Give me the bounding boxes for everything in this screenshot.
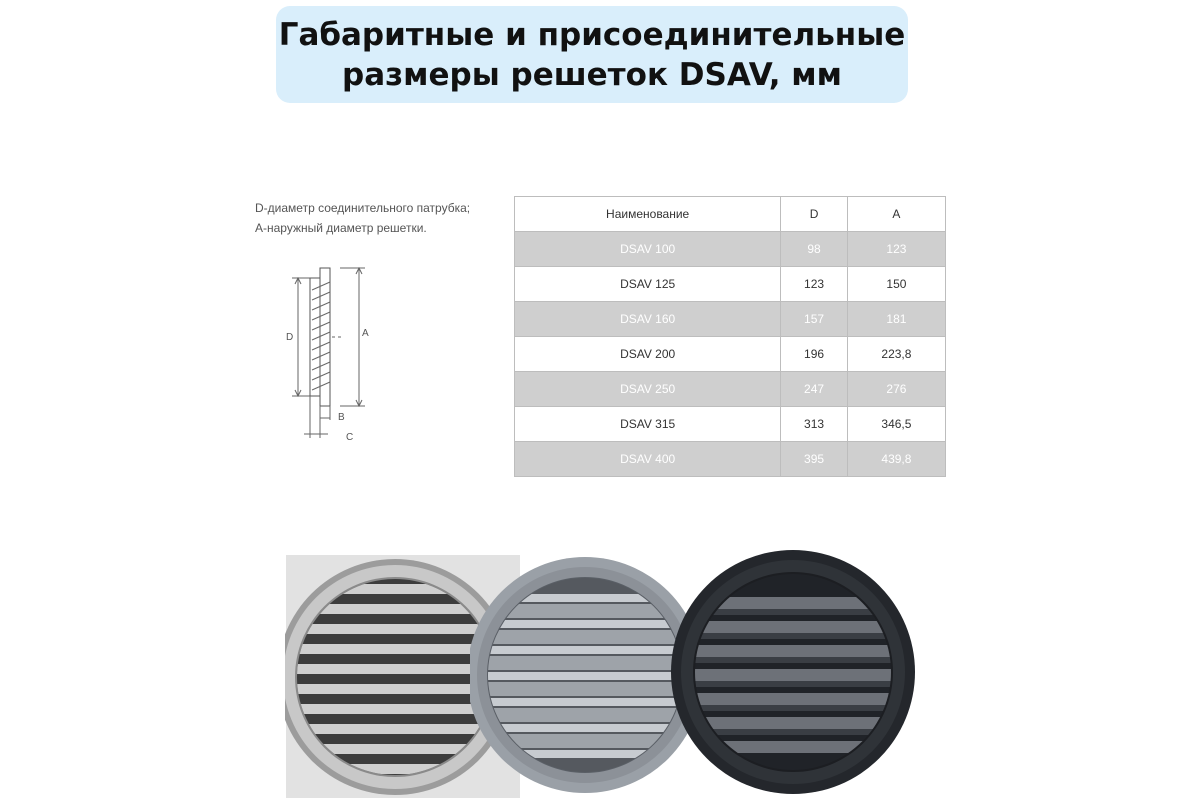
- cell-a: 276: [847, 372, 945, 407]
- diagram-label-d: D: [286, 332, 294, 343]
- cell-name: DSAV 200: [515, 337, 781, 372]
- cell-name: DSAV 315: [515, 407, 781, 442]
- title-line-1: Габаритные и присоединительные: [278, 16, 906, 53]
- dimension-legend: [255, 198, 470, 238]
- cell-name: DSAV 100: [515, 232, 781, 267]
- legend-line-d: D-диаметр соединительного патрубка;: [255, 201, 471, 215]
- silver-grille-image: [285, 552, 500, 797]
- table-row: [515, 267, 946, 302]
- diagram-label-a: A: [362, 328, 369, 339]
- table-row: [515, 232, 946, 267]
- grille-cross-section-diagram: [270, 260, 390, 450]
- title-line-2: размеры решеток DSAV, мм: [342, 56, 842, 93]
- cell-a: 181: [847, 302, 945, 337]
- cell-a: 439,8: [847, 442, 945, 477]
- cell-name: DSAV 160: [515, 302, 781, 337]
- table-row: [515, 372, 946, 407]
- cell-name: DSAV 250: [515, 372, 781, 407]
- cell-d: 157: [781, 302, 848, 337]
- cell-a: 123: [847, 232, 945, 267]
- title-banner: [276, 6, 908, 103]
- grey-grille-image: [470, 550, 700, 800]
- diagram-label-c: C: [346, 432, 354, 443]
- cell-a: 223,8: [847, 337, 945, 372]
- dark-grille-image: [668, 545, 918, 800]
- header-d: D: [781, 197, 848, 232]
- cell-name: DSAV 400: [515, 442, 781, 477]
- cell-d: 196: [781, 337, 848, 372]
- cell-d: 98: [781, 232, 848, 267]
- cell-d: 123: [781, 267, 848, 302]
- header-name: Наименование: [515, 197, 781, 232]
- cell-name: DSAV 125: [515, 267, 781, 302]
- table-row: [515, 442, 946, 477]
- cell-a: 346,5: [847, 407, 945, 442]
- cell-d: 313: [781, 407, 848, 442]
- table-row: [515, 407, 946, 442]
- table-header-row: [515, 197, 946, 232]
- cell-d: 247: [781, 372, 848, 407]
- diagram-label-b: B: [338, 412, 345, 423]
- cell-d: 395: [781, 442, 848, 477]
- table-row: [515, 337, 946, 372]
- header-a: A: [847, 197, 945, 232]
- dimensions-table: [514, 196, 946, 477]
- table-row: [515, 302, 946, 337]
- cell-a: 150: [847, 267, 945, 302]
- legend-line-a: A-наружный диаметр решетки.: [255, 221, 427, 235]
